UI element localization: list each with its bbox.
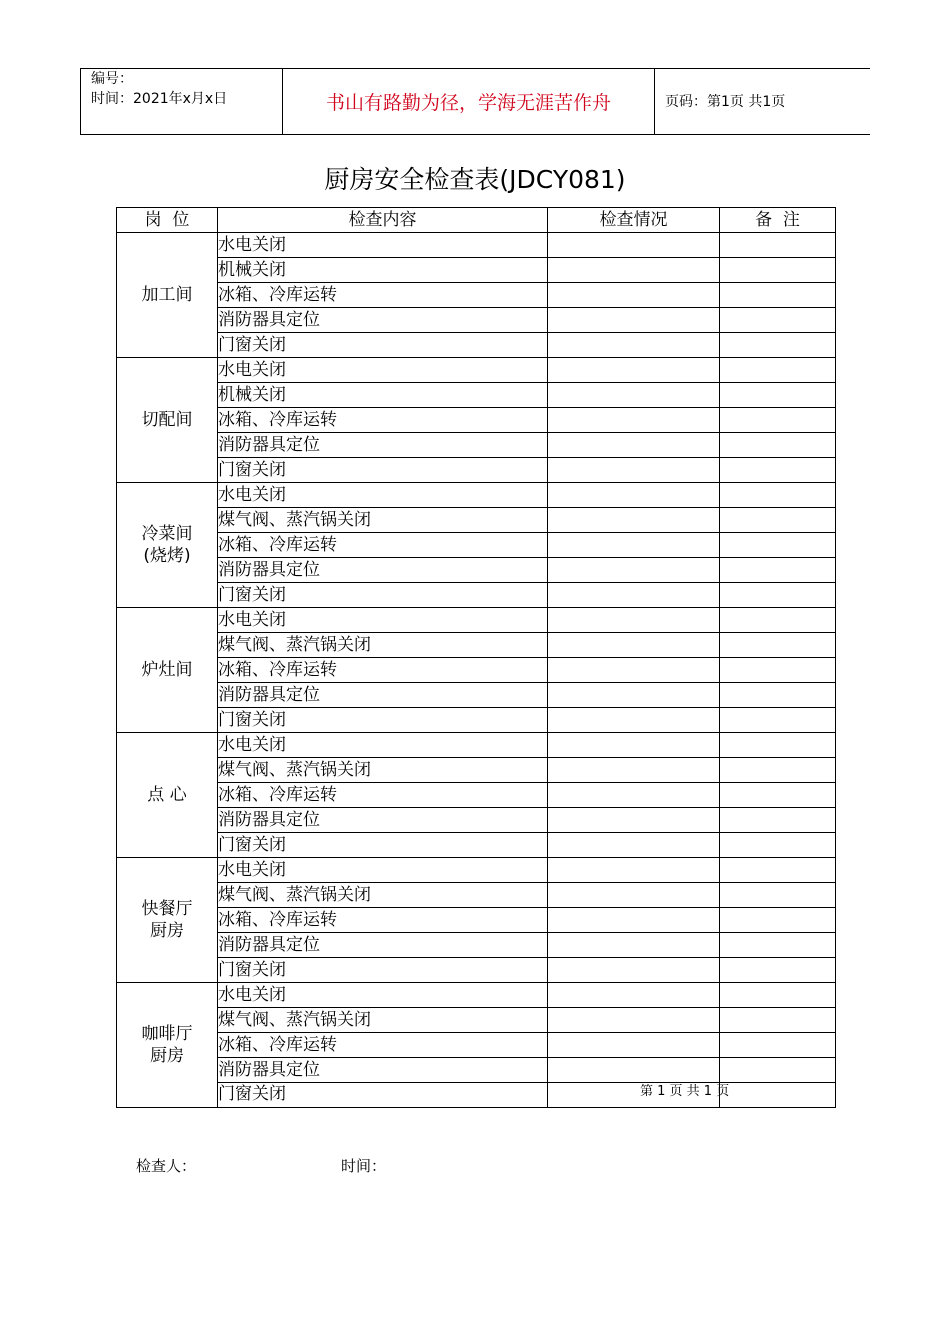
remarks-cell[interactable] (720, 858, 836, 883)
remarks-cell[interactable] (720, 1058, 836, 1083)
remarks-cell[interactable] (720, 658, 836, 683)
check-item-cell: 冰箱、冷库运转 (218, 408, 548, 433)
table-row (117, 233, 836, 258)
remarks-cell[interactable] (720, 283, 836, 308)
check-item-cell: 煤气阀、蒸汽锅关闭 (218, 508, 548, 533)
check-item-cell: 门窗关闭 (218, 833, 548, 858)
status-cell[interactable] (548, 258, 720, 283)
remarks-cell[interactable] (720, 733, 836, 758)
table-row (117, 983, 836, 1008)
status-cell[interactable] (548, 483, 720, 508)
post-cell: 炉灶间 (117, 608, 218, 733)
check-item-cell: 水电关闭 (218, 733, 548, 758)
table-row (117, 408, 836, 433)
check-item-cell: 煤气阀、蒸汽锅关闭 (218, 758, 548, 783)
inspection-table (116, 207, 836, 1108)
status-cell[interactable] (548, 733, 720, 758)
status-cell[interactable] (548, 533, 720, 558)
table-row (117, 1008, 836, 1033)
table-row (117, 1083, 836, 1108)
status-cell[interactable] (548, 358, 720, 383)
status-cell[interactable] (548, 933, 720, 958)
remarks-cell[interactable] (720, 233, 836, 258)
table-row (117, 458, 836, 483)
status-cell[interactable] (548, 783, 720, 808)
table-row (117, 833, 836, 858)
table-row (117, 608, 836, 633)
document-header (80, 68, 870, 135)
check-item-cell: 冰箱、冷库运转 (218, 908, 548, 933)
inspector-label: 检查人： (136, 1157, 197, 1175)
status-cell[interactable] (548, 333, 720, 358)
table-row (117, 383, 836, 408)
post-cell: 加工间 (117, 233, 218, 358)
table-row (117, 358, 836, 383)
table-row (117, 858, 836, 883)
table-row (117, 533, 836, 558)
check-item-cell: 门窗关闭 (218, 333, 548, 358)
status-cell[interactable] (548, 858, 720, 883)
check-item-cell: 水电关闭 (218, 358, 548, 383)
check-item-cell: 冰箱、冷库运转 (218, 533, 548, 558)
status-cell[interactable] (548, 683, 720, 708)
remarks-cell[interactable] (720, 783, 836, 808)
post-cell: 冷菜间 (烧烤) (117, 483, 218, 608)
table-row (117, 933, 836, 958)
remarks-cell[interactable] (720, 933, 836, 958)
check-item-cell: 水电关闭 (218, 858, 548, 883)
post-cell: 快餐厅 厨房 (117, 858, 218, 983)
check-item-cell: 门窗关闭 (218, 583, 548, 608)
table-row (117, 733, 836, 758)
remarks-cell[interactable] (720, 758, 836, 783)
remarks-cell[interactable] (720, 983, 836, 1008)
remarks-cell[interactable] (720, 883, 836, 908)
table-row (117, 333, 836, 358)
remarks-cell[interactable] (720, 958, 836, 983)
check-item-cell: 消防器具定位 (218, 558, 548, 583)
table-row (117, 633, 836, 658)
check-item-cell: 机械关闭 (218, 258, 548, 283)
remarks-cell[interactable] (720, 383, 836, 408)
status-cell[interactable] (548, 708, 720, 733)
remarks-cell[interactable] (720, 583, 836, 608)
check-item-cell: 门窗关闭 (218, 1083, 548, 1108)
post-cell: 咖啡厅 厨房 (117, 983, 218, 1108)
check-item-cell: 冰箱、冷库运转 (218, 283, 548, 308)
table-row (117, 958, 836, 983)
table-row (117, 808, 836, 833)
check-item-cell: 门窗关闭 (218, 958, 548, 983)
remarks-cell[interactable] (720, 458, 836, 483)
table-row (117, 683, 836, 708)
table-row (117, 483, 836, 508)
status-cell[interactable] (548, 758, 720, 783)
post-cell: 点 心 (117, 733, 218, 858)
status-cell[interactable] (548, 808, 720, 833)
remarks-cell[interactable] (720, 433, 836, 458)
status-cell[interactable] (548, 1033, 720, 1058)
remarks-cell[interactable] (720, 408, 836, 433)
table-row (117, 908, 836, 933)
remarks-cell[interactable] (720, 483, 836, 508)
check-item-cell: 机械关闭 (218, 383, 548, 408)
status-cell[interactable] (548, 633, 720, 658)
header-left-cell (81, 69, 283, 134)
table-row (117, 308, 836, 333)
check-item-cell: 冰箱、冷库运转 (218, 658, 548, 683)
status-cell[interactable] (548, 658, 720, 683)
table-row (117, 758, 836, 783)
remarks-cell[interactable] (720, 308, 836, 333)
table-row (117, 283, 836, 308)
status-cell[interactable] (548, 608, 720, 633)
check-item-cell: 消防器具定位 (218, 808, 548, 833)
number-label: 编号： (91, 71, 133, 87)
check-item-cell: 门窗关闭 (218, 458, 548, 483)
column-header-post: 岗 位 (117, 208, 218, 233)
check-item-cell: 消防器具定位 (218, 308, 548, 333)
check-item-cell: 消防器具定位 (218, 1058, 548, 1083)
remarks-cell[interactable] (720, 533, 836, 558)
check-item-cell: 水电关闭 (218, 608, 548, 633)
table-row (117, 658, 836, 683)
table-row (117, 1058, 836, 1083)
status-cell[interactable] (548, 233, 720, 258)
remarks-cell[interactable] (720, 1083, 836, 1108)
remarks-cell[interactable] (720, 708, 836, 733)
remarks-cell[interactable] (720, 633, 836, 658)
table-row (117, 783, 836, 808)
status-cell[interactable] (548, 408, 720, 433)
check-item-cell: 煤气阀、蒸汽锅关闭 (218, 1008, 548, 1033)
remarks-cell[interactable] (720, 808, 836, 833)
status-cell[interactable] (548, 283, 720, 308)
status-cell[interactable] (548, 883, 720, 908)
table-row (117, 258, 836, 283)
date-label: 时间：2021年x月x日 (91, 91, 228, 107)
remarks-cell[interactable] (720, 333, 836, 358)
status-cell[interactable] (548, 583, 720, 608)
check-item-cell: 水电关闭 (218, 483, 548, 508)
status-cell[interactable] (548, 983, 720, 1008)
table-row (117, 433, 836, 458)
motto: 书山有路勤为径，学海无涯苦作舟 (325, 92, 611, 114)
table-row (117, 558, 836, 583)
column-header-content: 检查内容 (218, 208, 548, 233)
remarks-cell[interactable] (720, 358, 836, 383)
status-cell[interactable] (548, 558, 720, 583)
table-row (117, 1033, 836, 1058)
page-footer-label: 第 1 页 共 1 页 (640, 1084, 730, 1099)
table-header-row (117, 208, 836, 233)
status-cell[interactable] (548, 908, 720, 933)
check-item-cell: 消防器具定位 (218, 433, 548, 458)
column-header-remarks: 备 注 (720, 208, 836, 233)
remarks-cell[interactable] (720, 508, 836, 533)
status-cell[interactable] (548, 383, 720, 408)
remarks-cell[interactable] (720, 258, 836, 283)
post-cell: 切配间 (117, 358, 218, 483)
check-item-cell: 煤气阀、蒸汽锅关闭 (218, 883, 548, 908)
remarks-cell[interactable] (720, 558, 836, 583)
check-item-cell: 冰箱、冷库运转 (218, 1033, 548, 1058)
header-middle-cell (283, 69, 655, 134)
table-row (117, 508, 836, 533)
status-cell[interactable] (548, 1008, 720, 1033)
status-cell[interactable] (548, 508, 720, 533)
remarks-cell[interactable] (720, 608, 836, 633)
remarks-cell[interactable] (720, 1008, 836, 1033)
check-item-cell: 消防器具定位 (218, 683, 548, 708)
check-item-cell: 门窗关闭 (218, 708, 548, 733)
time-label: 时间： (341, 1157, 387, 1175)
remarks-cell[interactable] (720, 1033, 836, 1058)
remarks-cell[interactable] (720, 683, 836, 708)
header-right-cell (655, 69, 870, 134)
status-cell[interactable] (548, 1083, 730, 1108)
table-row (117, 883, 836, 908)
status-cell[interactable] (548, 308, 720, 333)
check-item-cell: 消防器具定位 (218, 933, 548, 958)
check-item-cell: 冰箱、冷库运转 (218, 783, 548, 808)
page-title: 厨房安全检查表(JDCY081) (324, 165, 626, 194)
check-item-cell: 水电关闭 (218, 983, 548, 1008)
remarks-cell[interactable] (720, 908, 836, 933)
column-header-status: 检查情况 (548, 208, 720, 233)
status-cell[interactable] (548, 1058, 720, 1083)
check-item-cell: 水电关闭 (218, 233, 548, 258)
table-row (117, 583, 836, 608)
status-cell[interactable] (548, 958, 720, 983)
status-cell[interactable] (548, 833, 720, 858)
status-cell[interactable] (548, 433, 720, 458)
table-body (117, 233, 836, 1108)
remarks-cell[interactable] (720, 833, 836, 858)
table-row (117, 708, 836, 733)
check-item-cell: 煤气阀、蒸汽锅关闭 (218, 633, 548, 658)
status-cell[interactable] (548, 458, 720, 483)
page-info: 页码：第1页 共1页 (665, 94, 786, 110)
